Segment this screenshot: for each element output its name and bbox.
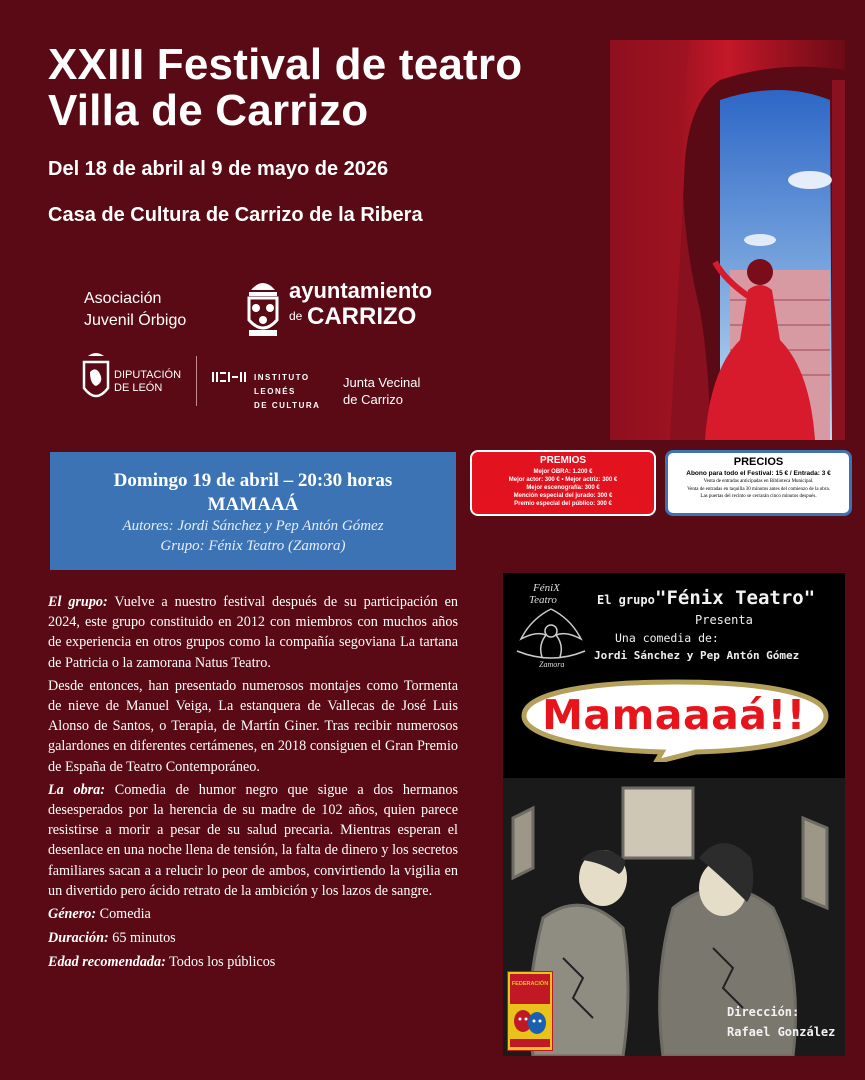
poster-logo-line-1: FéniX xyxy=(533,582,560,594)
festival-venue: Casa de Cultura de Carrizo de la Ribera xyxy=(48,204,423,226)
dip-line-2: DE LEÓN xyxy=(114,382,163,394)
duracion-value: 65 minutos xyxy=(108,930,176,947)
lion-shield-icon xyxy=(84,353,108,396)
title-line-1: XXIII Festival de teatro xyxy=(48,40,523,89)
poster-logo-line-2: Teatro xyxy=(529,594,557,606)
junta-vecinal-logo xyxy=(343,374,420,408)
grupo-paragraph-2: Desde entonces, han presentado numerosos montajes como Tormenta de nieve de Manuel Veiga, La estanquera de Vallecas de José Luis Alonso de Santos, o Terapia, de Martín Giner. Tras recibir numerosos galardones en diferentes certámenes, en 2018 consiguen el Gran Premio de España de Teatro Contemporáneo. xyxy=(48,677,458,775)
ayto-line-2: CARRIZO xyxy=(307,303,417,330)
poster-authors: Jordi Sánchez y Pep Antón Gómez xyxy=(594,649,800,662)
festival-title xyxy=(48,42,522,134)
edad-line xyxy=(48,952,458,972)
grupo-label: El grupo: xyxy=(48,594,108,610)
precios-line: Venta de entradas anticipadas en Biblioteca Municipal. xyxy=(703,479,814,484)
genero-label: Género: xyxy=(48,906,97,923)
stage-curtain-illustration xyxy=(610,40,845,440)
poster-group-name: "Fénix Teatro" xyxy=(655,587,816,609)
poster-presenta: Presenta xyxy=(695,613,753,627)
premios-line: Mención especial del jurado: 300 € xyxy=(513,493,613,499)
poster-director: Rafael González xyxy=(727,1025,836,1039)
instituto-leones-cultura-logo xyxy=(210,372,330,412)
ilc-line-2: LEONÉS xyxy=(254,387,296,396)
federacion-text: FEDERACIÓN xyxy=(511,981,549,987)
grupo-text: Vuelve a nuestro festival después de su participación en 2024, este grupo constituido en 2012 con miembros con muchos años de experiencia en otros grupos como la compañía segoviana La tartana de Patricia o la zamorana Natus Teatro. xyxy=(48,594,458,671)
event-authors: Autores: Jordi Sánchez y Pep Antón Gómez xyxy=(122,518,384,534)
premios-heading: PREMIOS xyxy=(539,455,587,466)
coat-of-arms-icon xyxy=(249,283,277,336)
precios-box xyxy=(665,450,852,516)
dip-line-1: DIPUTACIÓN xyxy=(114,369,182,381)
edad-value: Todos los públicos xyxy=(165,954,276,971)
obra-text: Comedia de humor negro que sigue a dos hermanos desesperados por la herencia de su madre de 102 años, quien parece resistirse a morir a pesar de su salud precaria. Mientras esperan el desenlace en una noche llena de tensión, la falta de dinero y los secretos familiares sacan a a relucir lo peor de ambos, convirtiendo la vigilia en un divertido pero ácido retrato de la ambición y los lazos de sangre. xyxy=(48,781,458,899)
poster-logo-line-3: Zamora xyxy=(539,660,565,669)
obra-paragraph xyxy=(48,780,458,901)
description-text xyxy=(48,592,458,977)
poster-title: Mamaaaá!! xyxy=(542,691,806,739)
ilc-mark-icon xyxy=(212,372,246,382)
duracion-line xyxy=(48,928,458,948)
logo-divider xyxy=(196,356,197,406)
precios-abono: Abono para todo el Festival: 15 € / Entrada: 3 € xyxy=(686,470,831,477)
event-info-box xyxy=(50,452,456,570)
federacion-grupos-logo xyxy=(507,971,553,1051)
premios-line: Mejor escenografía: 300 € xyxy=(526,485,600,491)
event-group: Grupo: Fénix Teatro (Zamora) xyxy=(160,538,346,554)
precios-heading: PRECIOS xyxy=(733,456,784,468)
precios-line: Las puertas del recinto se cerrarán cinco minutos después. xyxy=(700,494,817,499)
obra-label: La obra: xyxy=(48,781,106,798)
asociacion-juvenil-logo xyxy=(84,288,186,332)
poster-direccion-label: Dirección: xyxy=(727,1005,800,1019)
junta-line-2: de Carrizo xyxy=(343,392,403,407)
show-poster xyxy=(503,573,845,1056)
edad-label: Edad recomendada: xyxy=(48,954,166,971)
duracion-label: Duración: xyxy=(48,930,109,947)
genero-line xyxy=(48,904,458,924)
premios-line: Mejor actor: 300 € • Mejor actriz: 300 € xyxy=(508,477,618,483)
asociacion-line-2: Juvenil Órbigo xyxy=(84,312,187,329)
genero-value: Comedia xyxy=(96,906,151,923)
premios-line: Premio especial del público: 300 € xyxy=(514,501,612,507)
festival-dates: Del 18 de abril al 9 de mayo de 2026 xyxy=(48,158,389,180)
precios-line: Venta de entradas en taquilla 30 minutos antes del comienzo de la obra. xyxy=(687,486,830,492)
event-show-title: MAMAAÁ xyxy=(207,494,299,515)
phoenix-icon xyxy=(517,609,585,658)
poster-el-grupo: El grupo xyxy=(597,593,655,607)
ayto-de: de xyxy=(289,309,303,323)
asociacion-line-1: Asociación xyxy=(84,290,162,307)
title-line-2: Villa de Carrizo xyxy=(48,86,369,135)
ayuntamiento-carrizo-logo xyxy=(245,268,445,340)
grupo-paragraph xyxy=(48,592,458,673)
ilc-line-3: DE CULTURA xyxy=(254,401,321,410)
junta-line-1: Junta Vecinal xyxy=(343,375,421,390)
ayto-line-1: ayuntamiento xyxy=(289,278,433,303)
ilc-line-1: INSTITUTO xyxy=(254,373,310,382)
poster-comedia: Una comedia de: xyxy=(615,631,719,645)
event-datetime: Domingo 19 de abril – 20:30 horas xyxy=(113,470,393,491)
premios-line: Mejor OBRA: 1.200 € xyxy=(533,469,593,475)
diputacion-leon-logo xyxy=(80,352,190,408)
fenix-teatro-logo xyxy=(511,579,591,671)
premios-box xyxy=(470,450,656,516)
